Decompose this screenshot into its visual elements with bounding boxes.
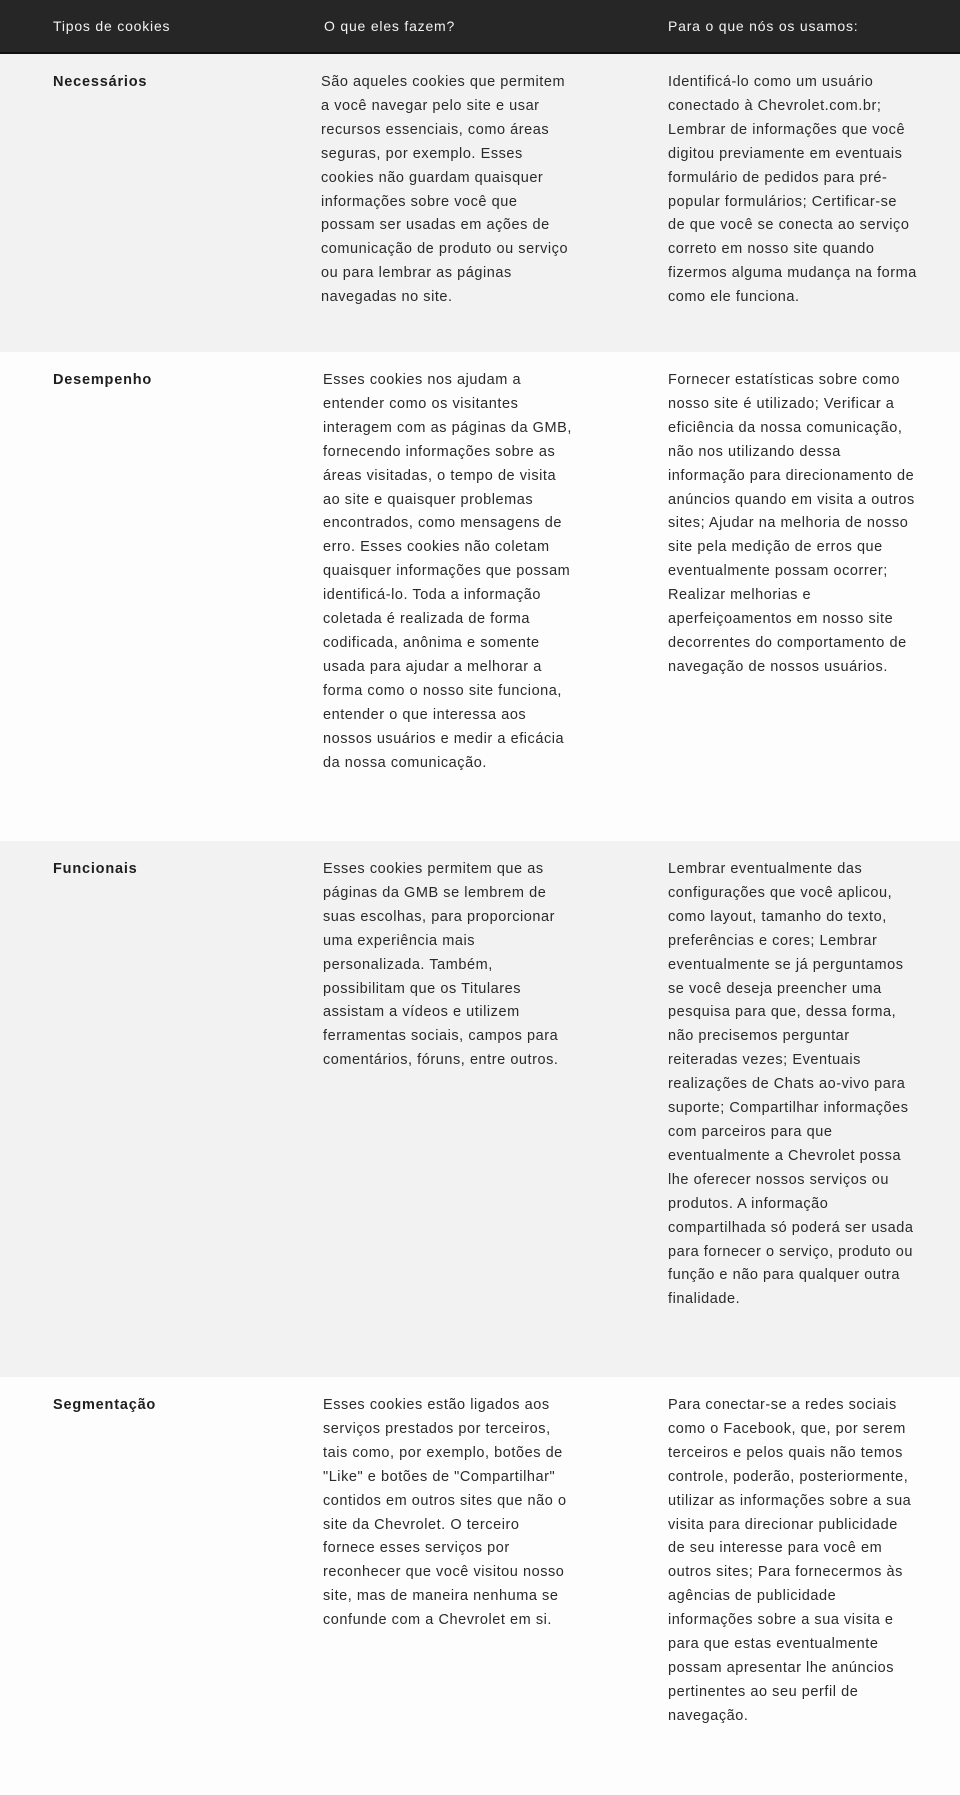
cookie-type: Desempenho	[53, 372, 153, 388]
cookie-usage: Identificá-lo como um usuário conectado à Chevrolet.com.br; Lembrar de informações que você digitou previamente em eventuais formulário de pedidos para pré-popular formulários; Certificar-se de que você se conecta ao serviço correto em nosso site quando fizermos alguma mudança na forma como ele funciona.	[668, 74, 917, 306]
table-header	[0, 0, 960, 54]
header-what-we-use-for: Para o que nós os usamos:	[668, 18, 859, 34]
cookie-usage: Para conectar-se a redes sociais como o Facebook, que, por serem terceiros e pelos quais não temos controle, poderão, posteriormente, utilizar as informações sobre a sua visita para direcionar publicidade de seu interesse para você em outros sites; Para fornecermos às agências de publicidade informações sobre a sua visita e para que estas eventualmente possam apresentar lhe anúncios pertinentes ao seu perfil de navegação.	[668, 1397, 912, 1724]
cookie-description: Esses cookies nos ajudam a entender como os visitantes interagem com as páginas da GMB, fornecendo informações sobre as áreas visitadas, o tempo de visita ao site e quaisquer problemas encontrados, como mensagens de erro. Esses cookies não coletam quaisquer informações que possam identificá-lo. Toda a informação coletada é realizada de forma codificada, anônima e somente usada para ajudar a melhorar a forma como o nosso site funciona, entender o que interessa aos nossos usuários e medir a eficácia da nossa comunicação.	[323, 372, 572, 771]
cookie-type: Funcionais	[53, 861, 138, 877]
cookie-usage: Lembrar eventualmente das configurações que você aplicou, como layout, tamanho do texto, preferências e cores; Lembrar eventualmente se já perguntamos se você deseja preencher uma pesquisa para que, dessa forma, não precisemos perguntar reiteradas vezes; Eventuais realizações de Chats ao-vivo para suporte; Compartilhar informações com parceiros para que eventualmente a Chevrolet possa lhe oferecer nossos serviços ou produtos. A informação compartilhada só poderá ser usada para fornecer o serviço, produto ou função e não para qualquer outra finalidade.	[668, 861, 914, 1308]
cookie-type: Segmentação	[53, 1397, 157, 1413]
table-row-funcionais	[0, 841, 960, 1377]
cookie-usage: Fornecer estatísticas sobre como nosso site é utilizado; Verificar a eficiência da nossa comunicação, não nos utilizando dessa informação para direcionamento de anúncios quando em visita a outros sites; Ajudar na melhoria de nosso site pela medição de erros que eventualmente possam ocorrer; Realizar melhorias e aperfeiçoamentos em nosso site decorrentes do comportamento de navegação de nossos usuários.	[668, 372, 915, 675]
cookie-type: Necessários	[53, 74, 148, 90]
header-cookie-types: Tipos de cookies	[53, 18, 171, 34]
cookie-description: Esses cookies permitem que as páginas da GMB se lembrem de suas escolhas, para proporcionar uma experiência mais personalizada. Também, possibilitam que os Titulares assistam a vídeos e utilizem ferramentas sociais, campos para comentários, fóruns, entre outros.	[323, 861, 559, 1069]
header-what-they-do: O que eles fazem?	[324, 18, 456, 34]
cookie-description: São aqueles cookies que permitem a você navegar pelo site e usar recursos essenciais, como áreas seguras, por exemplo. Esses cookies não guardam quaisquer informações sobre você que possam ser usadas em ações de comunicação de produto ou serviço ou para lembrar as páginas navegadas no site.	[321, 74, 569, 306]
table-row-necessarios	[0, 54, 960, 352]
cookie-description: Esses cookies estão ligados aos serviços prestados por terceiros, tais como, por exemplo, botões de "Like" e botões de "Compartilhar" contidos em outros sites que não o site da Chevrolet. O terceiro fornece esses serviços por reconhecer que você visitou nosso site, mas de maneira nenhuma se confunde com a Chevrolet em si.	[323, 1397, 567, 1629]
table-row-desempenho	[0, 352, 960, 841]
table-row-segmentacao	[0, 1377, 960, 1795]
